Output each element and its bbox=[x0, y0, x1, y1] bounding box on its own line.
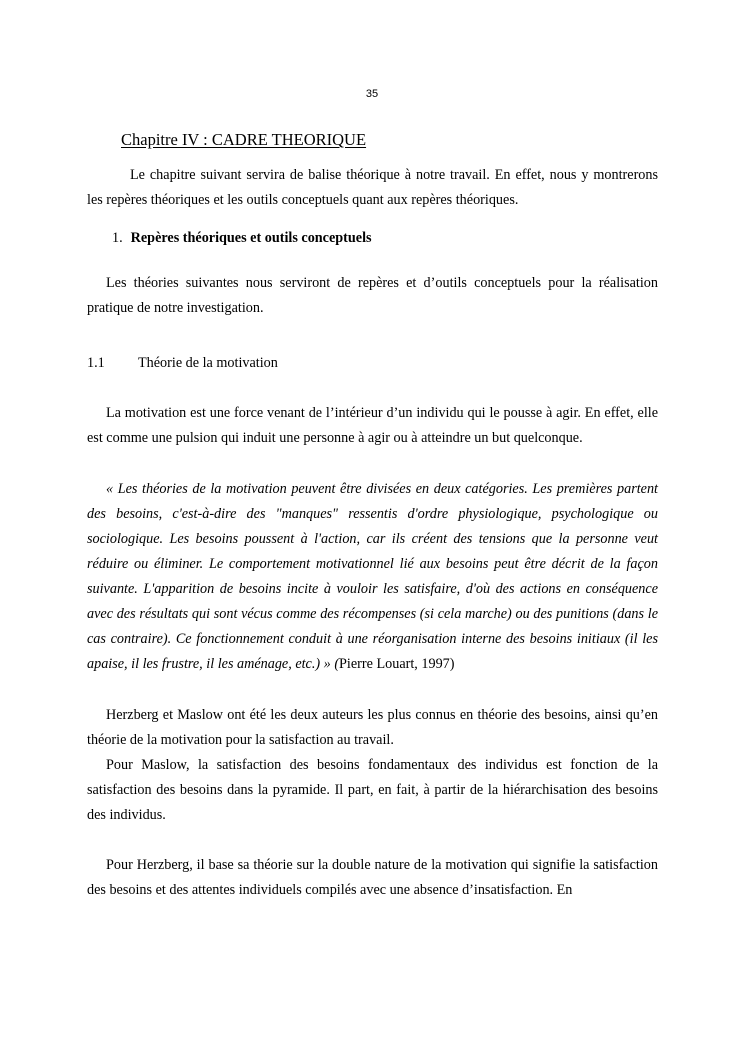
section-title: Repères théoriques et outils conceptuels bbox=[130, 230, 372, 246]
subsection-number: 1.1 bbox=[87, 355, 105, 371]
quote-citation: Pierre Louart, 1997) bbox=[339, 656, 455, 672]
section-paragraph: Les théories suivantes nous serviront de repères et d’outils conceptuels pour la réalisation pratique de notre investigation. bbox=[87, 275, 658, 316]
section-heading bbox=[112, 230, 372, 247]
motivation-paragraph: La motivation est une force venant de l’intérieur d’un individu qui le pousse à agir. En effet, elle est comme une pulsion qui induit une personne à agir ou à atteindre un but quelconque. bbox=[87, 405, 658, 446]
herzberg-maslow-paragraph: Herzberg et Maslow ont été les deux auteurs les plus connus en théorie des besoins, ainsi qu’en théorie de la motivation pour la satisfaction au travail. bbox=[87, 707, 658, 748]
subsection-title: Théorie de la motivation bbox=[138, 355, 278, 371]
herzberg-paragraph: Pour Herzberg, il base sa théorie sur la double nature de la motivation qui signifie la satisfaction des besoins et des attentes individuels compilés avec une absence d’insatisfaction. En bbox=[87, 857, 658, 898]
quote-paragraph bbox=[87, 477, 658, 677]
page-number: 35 bbox=[365, 88, 379, 100]
quote-text: « Les théories de la motivation peuvent être divisées en deux catégories. Les premières partent des besoins, c'est-à-dire des "manques" ressentis d'ordre physiologique, psychologique ou sociologique. Les besoins poussent à l'action, car ils créent des tensions que la personne veut réduire ou éliminer. Le comportement motivationnel lié aux besoins peut être décrit de la façon suivante. L'apparition de besoins incite à vouloir les satisfaire, d'où des actions en conséquence avec des résultats qui sont vécus comme des récompenses (si cela marche) ou des punitions (dans le cas contraire). Ce fonctionnement conduit à une réorganisation interne des besoins initiaux (il les apaise, il les frustre, il les aménage, etc.) » ( bbox=[87, 481, 658, 672]
maslow-paragraph: Pour Maslow, la satisfaction des besoins fondamentaux des individus est fonction de la satisfaction des besoins dans la pyramide. Il part, en fait, à partir de la hiérarchisation des besoins des individus. bbox=[87, 757, 658, 823]
chapter-title: Chapitre IV : CADRE THEORIQUE bbox=[121, 130, 367, 149]
intro-paragraph: Le chapitre suivant servira de balise théorique à notre travail. En effet, nous y montrerons les repères théoriques et les outils conceptuels quant aux repères théoriques. bbox=[87, 167, 658, 208]
section-number: 1. bbox=[112, 230, 123, 246]
